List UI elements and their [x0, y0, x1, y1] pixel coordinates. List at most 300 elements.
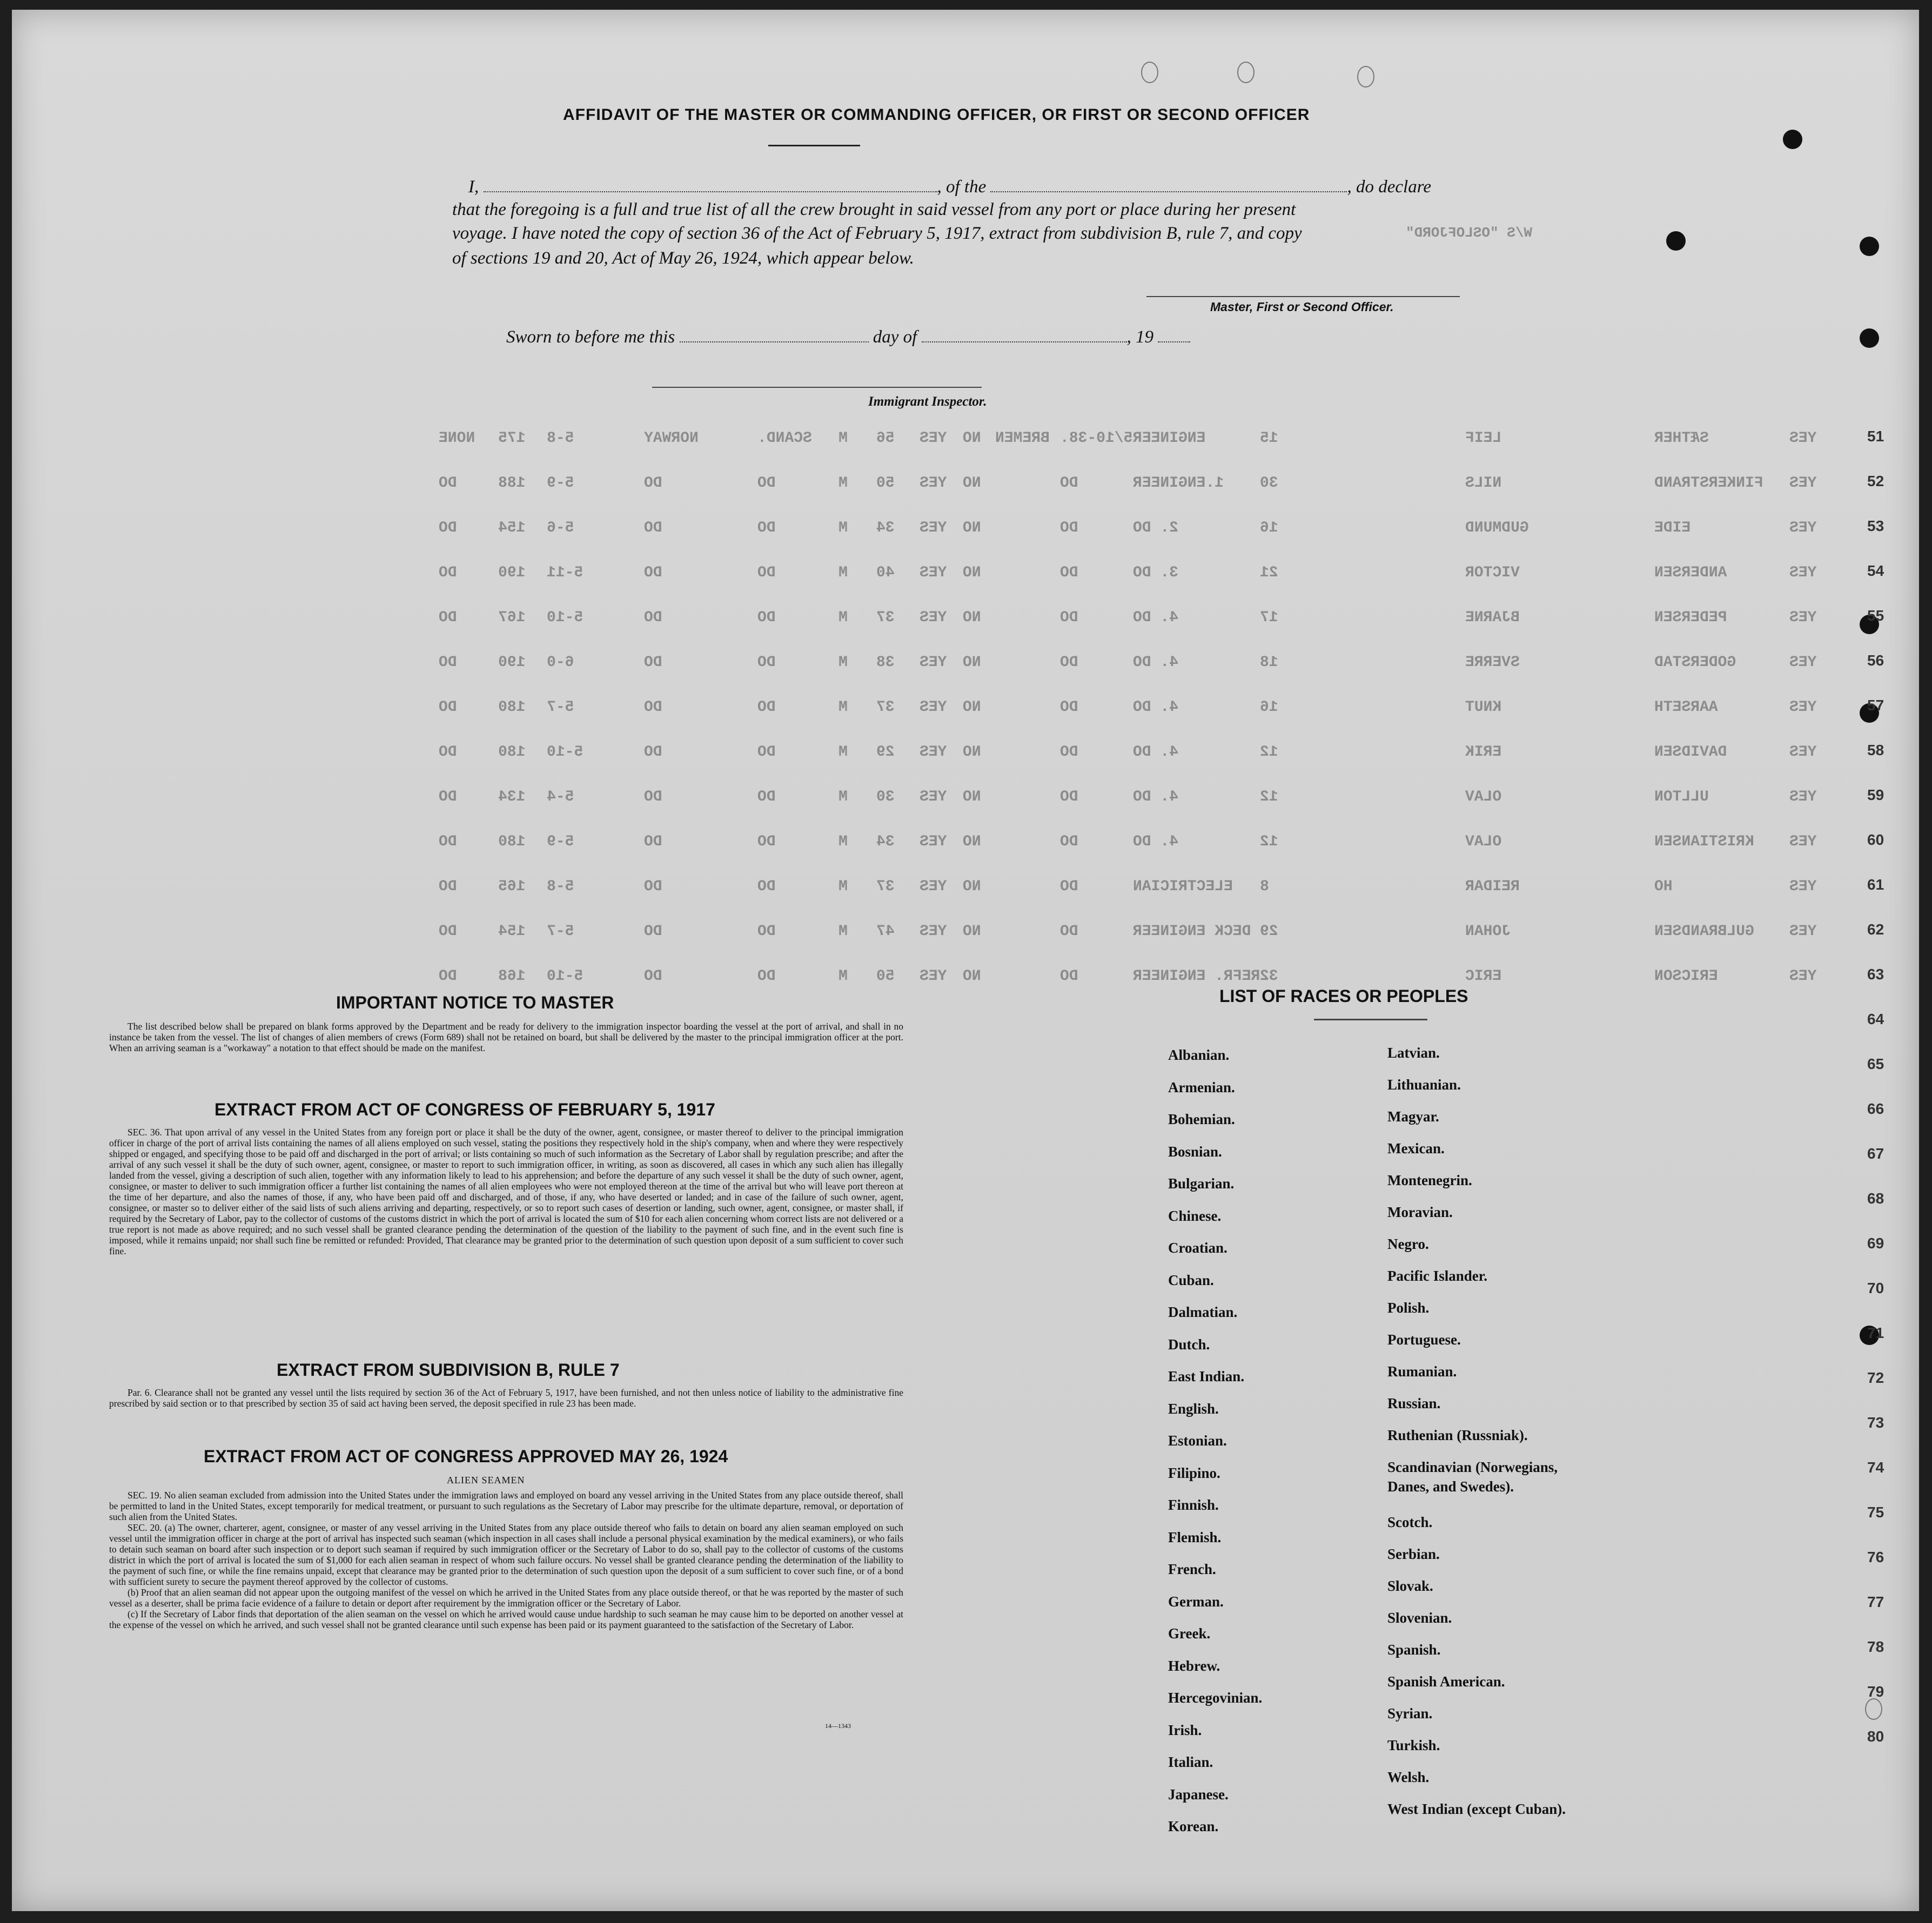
row-number: 75 — [1867, 1504, 1884, 1521]
ghost-cell: M — [838, 878, 848, 895]
ghost-cell: 188 — [498, 475, 526, 492]
ghost-cell: 4. DO — [1133, 789, 1179, 805]
ghost-cell: KRISTIANSEN — [1654, 833, 1754, 850]
ghost-cell: YES — [1789, 699, 1817, 716]
ghost-cell: 165 — [498, 878, 526, 895]
ghost-cell: DO — [1060, 923, 1078, 940]
ghost-cell: M — [838, 923, 848, 940]
ghost-cell: YES — [1789, 475, 1817, 492]
race-item: Syrian. — [1387, 1705, 1433, 1722]
ghost-cell: 34 — [876, 833, 895, 850]
ghost-cell: 5-10 — [547, 744, 583, 761]
ghost-cell: 5-7 — [547, 923, 574, 940]
ghost-cell: 5-11 — [547, 564, 583, 581]
ghost-cell: ERIK — [1465, 744, 1502, 761]
ghost-cell: 5-9 — [547, 475, 574, 492]
race-item: Japanese. — [1168, 1786, 1229, 1803]
race-item: Albanian. — [1168, 1047, 1230, 1063]
ghost-cell: M — [838, 744, 848, 761]
race-item: Ruthenian (Russniak). — [1387, 1427, 1528, 1443]
ghost-cell: 5-8 — [547, 878, 574, 895]
inspector-label: Immigrant Inspector. — [868, 394, 987, 409]
race-item: Magyar. — [1387, 1108, 1439, 1125]
row-number: 62 — [1867, 921, 1884, 938]
inspector-signature-line[interactable] — [652, 387, 982, 388]
ghost-cell: REIDAR — [1465, 878, 1520, 895]
ghost-cell: 5-4 — [547, 789, 574, 805]
ghost-cell: DO — [757, 878, 776, 895]
race-item: Croatian. — [1168, 1240, 1227, 1256]
ghost-cell: DO — [644, 878, 662, 895]
ghost-cell: 5-6 — [547, 520, 574, 536]
ghost-cell: YES — [1789, 789, 1817, 805]
ghost-cell: DO — [1060, 878, 1078, 895]
row-number: 73 — [1867, 1414, 1884, 1431]
ghost-cell: YES — [1789, 520, 1817, 536]
ghost-cell: YES — [1789, 923, 1817, 940]
ghost-cell: DO — [757, 923, 776, 940]
ghost-cell: SÆTHER — [1654, 430, 1709, 447]
ghost-cell: DO — [644, 564, 662, 581]
ghost-cell: 34 — [876, 520, 895, 536]
ghost-cell: YES — [920, 923, 947, 940]
ghost-cell: 4. DO — [1133, 609, 1179, 626]
ghost-cell: YES — [1789, 744, 1817, 761]
ghost-cell: DO — [439, 968, 457, 985]
race-item: Scandinavian (Norwegians, — [1387, 1459, 1558, 1475]
ghost-cell: 134 — [498, 789, 526, 805]
race-item: Dalmatian. — [1168, 1304, 1238, 1320]
ghost-cell: 47 — [876, 923, 895, 940]
row-number: 59 — [1867, 786, 1884, 803]
race-item: Portuguese. — [1387, 1332, 1461, 1348]
ghost-cell: DO — [644, 744, 662, 761]
ghost-cell: DAVIDSEN — [1654, 744, 1727, 761]
ghost-cell: OLAV — [1465, 833, 1502, 850]
ghost-cell: YES — [1789, 833, 1817, 850]
ghost-cell: NO — [963, 475, 981, 492]
ghost-cell: PEDERSEN — [1654, 609, 1727, 626]
ghost-cell: 5-7 — [547, 699, 574, 716]
ghost-cell: FINKERSTRAND — [1654, 475, 1763, 492]
race-item: Italian. — [1168, 1754, 1213, 1770]
ghost-cell: DO — [439, 833, 457, 850]
ghost-cell: DO — [644, 609, 662, 626]
ghost-cell: 180 — [498, 744, 526, 761]
ghost-cell: DO — [439, 520, 457, 536]
sworn-day-blank[interactable] — [680, 341, 869, 342]
ghost-cell: YES — [920, 520, 947, 536]
race-item: Pacific Islander. — [1387, 1268, 1487, 1284]
ghost-cell: DO — [439, 923, 457, 940]
ghost-cell: 16 — [1260, 699, 1278, 716]
row-number: 51 — [1867, 428, 1884, 445]
row-number: 72 — [1867, 1369, 1884, 1386]
ghost-cell: YES — [920, 609, 947, 626]
master-label: Master, First or Second Officer. — [1210, 300, 1394, 314]
ghost-cell: DO — [1060, 968, 1078, 985]
race-item: Russian. — [1387, 1395, 1441, 1411]
race-item: Spanish. — [1387, 1642, 1441, 1658]
ghost-cell: DO — [644, 833, 662, 850]
ghost-cell: DO — [1060, 609, 1078, 626]
sec20a-text: SEC. 20. (a) The owner, charterer, agent, consignee, or master of any vessel arriving in the United States from any place outside thereof who fails to detain on board any alien seaman employed on such vessel until the immigration officer in charge at the port of arrival has inspected such seaman (which inspection in all cases shall include a personal physical examination by the medical examiners), or who fails to detain such seaman on board after such inspection or to deport such seaman if required by such immigration officer or the Secretary of Labor to do so, shall pay to the collector of customs of the customs district in which the port of arrival is located the sum of $1,000 for each alien seaman in respect of whom such failure occurs. No vessel shall be granted clearance pending the determination of the liability to the payment of such fine, or while the fine remains unpaid, except that clearance may be granted prior to the determination of such question upon the deposit of a sum sufficient to cover such fine, or of a bond with sufficient surety to secure the payment thereof approved by the collector of customs. — [109, 1522, 903, 1587]
ghost-cell: 190 — [498, 564, 526, 581]
ghost-cell: 154 — [498, 923, 526, 940]
race-item: Montenegrin. — [1387, 1172, 1472, 1188]
row-number: 67 — [1867, 1145, 1884, 1162]
race-item: Slovak. — [1387, 1578, 1433, 1594]
ghost-cell: YES — [1789, 564, 1817, 581]
sworn-month-blank[interactable] — [922, 341, 1127, 342]
ghost-cell: DO — [439, 564, 457, 581]
ghost-cell: DO — [757, 968, 776, 985]
rule7-text: Par. 6. Clearance shall not be granted any vessel until the lists required by section 36 of the Act of February 5, 1917, have been furnished, and not then unless notice of liability to the administrative fine prescribed by said section or to that prescribed by section 35 of said act having been served, the deposit specified in rule 23 has been made. — [109, 1387, 903, 1409]
sworn-line — [506, 327, 1190, 347]
ghost-cell: 12 — [1260, 789, 1278, 805]
extract-1917-body — [109, 1127, 903, 1256]
ghost-cell: 8 — [1260, 878, 1269, 895]
ghost-cell: YES — [1789, 654, 1817, 671]
ghost-cell: 16 — [1260, 520, 1278, 536]
row-number: 65 — [1867, 1055, 1884, 1072]
ghost-cell: GODERSTAD — [1654, 654, 1736, 671]
race-item: Korean. — [1168, 1818, 1219, 1834]
extract-1917-text: SEC. 36. That upon arrival of any vessel in the United States from any foreign port or place it shall be the duty of the owner, agent, consignee, or master thereof to deliver to the principal immigration officer in charge of the port of arrival lists containing the names of all aliens employed on such vessel, stating the positions they respectively hold in the ship's company, when and where they were respectively shipped or engaged, and specifying those to be paid off and discharged in the port of arrival; or lists containing so much of such information as the Secretary of Labor shall by regulation prescribe; and after the arrival of any such vessel it shall be the duty of such owner, agent, consignee, or master to report to such immigration officer, in writing, as soon as discovered, all cases in which any such alien has illegally landed from the vessel, giving a description of such alien, together with any information likely to lead to his apprehension; and before the departure of any such vessel it shall be the duty of such owner, agent, consignee, or master to deliver to such immigration officer a further list containing the names of all alien employees who were not employed thereon at the time of the arrival but who will leave port thereon at the time of her departure, and also the names of those, if any, who have been paid off and discharged, and of those, if any, who have deserted or landed; and in case of the failure of such owner, agent, consignee, or master so to deliver either of the said lists of such aliens arriving and departing, respectively, or so to report such cases of desertion or landing, such owner, agent, consignee, or master shall, if required by the Secretary of Labor, pay to the collector of customs of the customs district in which the port of arrival is located the sum of $10 for each alien concerning whom correct lists are not delivered or a true report is not made as above required; and no such vessel shall be granted clearance pending the determination of the question of the liability to the payment of such fine, and in the event such fine is imposed, while it remains unpaid; nor shall such fine be remitted or refunded: Provided, That clearance may be granted prior to the determination of such question upon deposit of a sum sufficient to cover such fine. — [109, 1127, 903, 1256]
ghost-cell: 175 — [498, 430, 526, 447]
day-of-label: day of — [873, 327, 917, 347]
ghost-cell: DO — [757, 699, 776, 716]
ghost-cell: HO — [1654, 878, 1673, 895]
ghost-cell: DO — [439, 654, 457, 671]
ghost-cell: 4. DO — [1133, 744, 1179, 761]
race-item: Flemish. — [1168, 1529, 1222, 1545]
ghost-cell: DO — [757, 833, 776, 850]
ghost-cell: 12 — [1260, 833, 1278, 850]
race-item: East Indian. — [1168, 1368, 1245, 1384]
ghost-cell: DO — [439, 699, 457, 716]
race-item: Scotch. — [1387, 1514, 1433, 1530]
ghost-cell: SVERRE — [1465, 654, 1520, 671]
ghost-cell: 2. DO — [1133, 520, 1179, 536]
ghost-cell: DO — [439, 878, 457, 895]
row-number: 61 — [1867, 876, 1884, 893]
ghost-cell: 50 — [876, 475, 895, 492]
ghost-cell: M — [838, 564, 848, 581]
row-number: 54 — [1867, 562, 1884, 579]
ghost-cell: 4. DO — [1133, 699, 1179, 716]
ghost-cell: YES — [920, 475, 947, 492]
ghost-cell: YES — [920, 833, 947, 850]
ghost-cell: 1.ENGINEER — [1133, 475, 1224, 492]
ghost-cell: 37 — [876, 699, 895, 716]
punch-hole — [1860, 328, 1879, 348]
ghost-cell: 190 — [498, 654, 526, 671]
ghost-cell: DO — [644, 699, 662, 716]
ghost-cell: DO — [1060, 475, 1078, 492]
ghost-cell: LEIF — [1465, 430, 1502, 447]
ghost-cell: 4. DO — [1133, 833, 1179, 850]
ghost-cell: YES — [920, 430, 947, 447]
ghost-cell: 21 — [1260, 564, 1278, 581]
ghost-cell: NO — [963, 564, 981, 581]
ghost-cell: M — [838, 609, 848, 626]
punch-hole-ring — [1237, 62, 1255, 83]
sec20c-text: (c) If the Secretary of Labor finds that deportation of the alien seaman on the vessel on which he arrived would cause undue hardship to such seaman he may cause him to be deported on another vessel at the expense of the vessel on which he arrived, and such vessel shall not be granted clearance until such expense has been paid or its payment guaranteed to the satisfaction of the Secretary of Labor. — [109, 1609, 903, 1630]
ghost-cell: DO — [1060, 699, 1078, 716]
ghost-cell: DO — [757, 609, 776, 626]
row-number: 53 — [1867, 517, 1884, 534]
affidavit-line-3: voyage. I have noted the copy of section 36 of the Act of February 5, 1917, extract from subdivision B, rule 7, and copy — [452, 224, 1302, 243]
ghost-cell: 5-9 — [547, 833, 574, 850]
row-number: 69 — [1867, 1235, 1884, 1252]
row-number: 55 — [1867, 607, 1884, 624]
ghost-cell: DECK ENGINEER — [1133, 923, 1251, 940]
ghost-cell: NO — [963, 520, 981, 536]
ghost-cell: NO — [963, 923, 981, 940]
ghost-cell: DO — [644, 654, 662, 671]
ghost-cell: M — [838, 654, 848, 671]
punch-hole-ring — [1357, 66, 1374, 88]
row-number: 74 — [1867, 1459, 1884, 1476]
ghost-cell: NO — [963, 878, 981, 895]
ghost-cell: DO — [757, 564, 776, 581]
ghost-cell: M — [838, 475, 848, 492]
ghost-cell: DO — [757, 789, 776, 805]
race-item: Bulgarian. — [1168, 1175, 1235, 1192]
ghost-cell: 32 — [1260, 968, 1278, 985]
ghost-cell: NO — [963, 430, 981, 447]
ghost-cell: DO — [1060, 564, 1078, 581]
vessel-blank[interactable] — [990, 191, 1347, 192]
ghost-cell: ENGINEER — [1133, 430, 1206, 447]
row-number: 64 — [1867, 1011, 1884, 1027]
ghost-cell: NORWAY — [644, 430, 699, 447]
ghost-cell: DO — [757, 475, 776, 492]
ghost-cell: YES — [920, 744, 947, 761]
affidavit-of-the: , of the — [937, 177, 987, 197]
race-item: Hebrew. — [1168, 1657, 1220, 1674]
ghost-cell: DO — [757, 744, 776, 761]
race-item: Slovenian. — [1387, 1610, 1452, 1626]
ghost-cell: DO — [644, 968, 662, 985]
ghost-cell: M — [838, 789, 848, 805]
row-number: 78 — [1867, 1638, 1884, 1655]
ghost-cell: DO — [644, 475, 662, 492]
ghost-cell: NO — [963, 968, 981, 985]
ghost-cell: 38 — [876, 654, 895, 671]
row-number: 66 — [1867, 1100, 1884, 1117]
ghost-cell: DO — [757, 654, 776, 671]
ghost-cell: GULBRANDSEN — [1654, 923, 1754, 940]
ghost-cell: YES — [920, 789, 947, 805]
form-number: 14—1343 — [825, 1722, 851, 1730]
ghost-cell: 56 — [876, 430, 895, 447]
race-item: Irish. — [1168, 1722, 1202, 1738]
row-number: 57 — [1867, 697, 1884, 714]
extract-1924-body — [109, 1490, 903, 1630]
ghost-cell: YES — [920, 968, 947, 985]
ghost-cell: NO — [963, 699, 981, 716]
race-item: Greek. — [1168, 1625, 1211, 1642]
ghost-cell: 12 — [1260, 744, 1278, 761]
ghost-cell: ULLTON — [1654, 789, 1709, 805]
race-item: Rumanian. — [1387, 1363, 1457, 1380]
row-number: 63 — [1867, 966, 1884, 983]
race-item: Lithuanian. — [1387, 1077, 1461, 1093]
row-number: 71 — [1867, 1324, 1884, 1341]
ghost-cell: 5-10 — [547, 609, 583, 626]
notice-text: The list described below shall be prepared on blank forms approved by the Department and be ready for delivery to the immigration inspector boarding the vessel at the port of arrival, and shall in no instance be taken from the vessel. The list of changes of alien members of crews (Form 689) shall not be retained on board, but shall be delivered by the master to the principal immigration officer at the port. When an arriving seaman is a "workaway" a notation to that effect should be made on the manifest. — [109, 1021, 903, 1053]
affidavit-line-1 — [468, 177, 1431, 197]
ghost-cell: 167 — [498, 609, 526, 626]
ghost-cell: DO — [1060, 833, 1078, 850]
row-number: 52 — [1867, 473, 1884, 489]
race-item: Turkish. — [1387, 1737, 1440, 1753]
ghost-cell: YES — [1789, 430, 1817, 447]
ghost-cell: NO — [963, 609, 981, 626]
row-number: 80 — [1867, 1728, 1884, 1745]
affidavit-line-4: of sections 19 and 20, Act of May 26, 1924, which appear below. — [452, 248, 914, 268]
race-item: French. — [1168, 1561, 1216, 1577]
ghost-cell: 37 — [876, 878, 895, 895]
races-underline — [1314, 1019, 1427, 1020]
ghost-cell: ANDERSEN — [1654, 564, 1727, 581]
ghost-cell: 18 — [1260, 654, 1278, 671]
race-item: Mexican. — [1387, 1140, 1445, 1157]
races-title: LIST OF RACES OR PEOPLES — [1219, 986, 1468, 1006]
ghost-cell: JOHAN — [1465, 923, 1511, 940]
ghost-cell: 37 — [876, 609, 895, 626]
ghost-cell: YES — [920, 564, 947, 581]
sec19-text: SEC. 19. No alien seaman excluded from admission into the United States under the immigration laws and employed on board any vessel arriving in the United States from any place outside thereof, shall be permitted to land in the United States, except temporarily for medical treatment, or pursuant to such regulations as the Secretary of Labor may prescribe for the ultimate departure, removal, or deportation of such alien from the United States. — [109, 1490, 903, 1522]
row-number: 60 — [1867, 831, 1884, 848]
master-signature-line[interactable] — [1146, 296, 1460, 297]
alien-seamen-subtitle: ALIEN SEAMEN — [447, 1475, 525, 1485]
punch-hole-ring — [1865, 1698, 1882, 1720]
ghost-cell: 180 — [498, 699, 526, 716]
ghost-vessel-header: W/S "OSLOFJORD" — [1406, 225, 1533, 241]
race-item: Estonian. — [1168, 1433, 1227, 1449]
race-item: Latvian. — [1387, 1045, 1440, 1061]
year-label: , 19 — [1126, 327, 1154, 347]
row-number: 70 — [1867, 1280, 1884, 1296]
ghost-cell: NO — [963, 744, 981, 761]
ghost-cell: SCAND. — [757, 430, 812, 447]
ghost-cell: GUDMUND — [1465, 520, 1529, 536]
ghost-cell: 4. DO — [1133, 654, 1179, 671]
ghost-cell: ERIC — [1465, 968, 1502, 985]
ghost-cell: YES — [1789, 968, 1817, 985]
ghost-cell: AARSETH — [1654, 699, 1718, 716]
ghost-cell: ELECTRICIAN — [1133, 878, 1233, 895]
ghost-cell: 29 — [876, 744, 895, 761]
ghost-cell: DO — [757, 520, 776, 536]
race-item: Dutch. — [1168, 1336, 1210, 1353]
ghost-cell: 5-10 — [547, 968, 583, 985]
ghost-cell: M — [838, 430, 848, 447]
ghost-cell: BREMEN — [995, 430, 1050, 447]
row-number: 68 — [1867, 1190, 1884, 1207]
race-item: Moravian. — [1387, 1204, 1453, 1220]
ghost-cell: YES — [920, 878, 947, 895]
ghost-cell: REFR. ENGINEER — [1133, 968, 1260, 985]
affidavit-declare: , do declare — [1347, 177, 1431, 197]
ghost-cell: 5-8 — [547, 430, 574, 447]
ghost-cell: BJARNE — [1465, 609, 1520, 626]
notice-body — [109, 1021, 903, 1053]
race-item: Spanish American. — [1387, 1673, 1505, 1690]
race-item: Bohemian. — [1168, 1111, 1235, 1127]
sworn-label: Sworn to before me this — [506, 327, 675, 347]
race-item: Serbian. — [1387, 1546, 1440, 1562]
row-number: 79 — [1867, 1683, 1884, 1700]
ghost-cell: 5/10-38. — [1060, 430, 1133, 447]
notice-title: IMPORTANT NOTICE TO MASTER — [336, 993, 614, 1012]
race-item: Hercegovinian. — [1168, 1690, 1263, 1706]
ghost-cell: YES — [920, 654, 947, 671]
row-number: 77 — [1867, 1593, 1884, 1610]
race-item: Finnish. — [1168, 1497, 1219, 1513]
sec20b-text: (b) Proof that an alien seaman did not appear upon the outgoing manifest of the vessel on which he arrived in the United States from any place outside thereof, or that he was reported by the master of such vessel as a deserter, shall be prima facie evidence of a failure to detain or deport after requirement by the immigration officer or the Secretary of Labor. — [109, 1587, 903, 1609]
ghost-cell: ERICSON — [1654, 968, 1718, 985]
ghost-cell: NO — [963, 654, 981, 671]
row-number: 58 — [1867, 742, 1884, 758]
race-item: Chinese. — [1168, 1207, 1222, 1224]
affidavit-i: I, — [468, 177, 479, 197]
title-underline — [768, 145, 860, 146]
ghost-cell: 40 — [876, 564, 895, 581]
punch-hole — [1860, 237, 1879, 256]
ghost-cell: DO — [439, 609, 457, 626]
ghost-cell: DO — [644, 789, 662, 805]
punch-hole-ring — [1141, 62, 1158, 83]
ghost-cell: EIDE — [1654, 520, 1691, 536]
ghost-cell: YES — [1789, 609, 1817, 626]
year-blank[interactable] — [1158, 341, 1190, 342]
ghost-cell: DO — [1060, 520, 1078, 536]
extract-1924-title: EXTRACT FROM ACT OF CONGRESS APPROVED MAY 26, 1924 — [204, 1447, 728, 1466]
ghost-cell: 50 — [876, 968, 895, 985]
ghost-cell: DO — [1060, 654, 1078, 671]
race-item: West Indian (except Cuban). — [1387, 1801, 1566, 1817]
ghost-cell: YES — [1789, 878, 1817, 895]
ghost-cell: 3. DO — [1133, 564, 1179, 581]
ghost-cell: 30 — [876, 789, 895, 805]
rule7-title: EXTRACT FROM SUBDIVISION B, RULE 7 — [277, 1360, 620, 1380]
row-number: 76 — [1867, 1549, 1884, 1565]
ghost-cell: DO — [1060, 789, 1078, 805]
ghost-cell: YES — [920, 699, 947, 716]
race-item: Cuban. — [1168, 1272, 1214, 1288]
race-item: Filipino. — [1168, 1464, 1220, 1481]
ghost-cell: M — [838, 833, 848, 850]
punch-hole — [1783, 130, 1802, 149]
ghost-cell: 6-0 — [547, 654, 574, 671]
ghost-cell: M — [838, 968, 848, 985]
document-sheet — [12, 10, 1919, 1911]
affidavit-title: AFFIDAVIT OF THE MASTER OR COMMANDING OFFICER, OR FIRST OR SECOND OFFICER — [563, 106, 1310, 124]
ghost-cell: DO — [439, 789, 457, 805]
race-item: Bosnian. — [1168, 1143, 1222, 1160]
ghost-cell: 180 — [498, 833, 526, 850]
ghost-cell: M — [838, 699, 848, 716]
name-blank[interactable] — [484, 191, 937, 192]
ghost-cell: NO — [963, 833, 981, 850]
ghost-cell: 17 — [1260, 609, 1278, 626]
race-item: Danes, and Swedes). — [1387, 1478, 1514, 1495]
ghost-cell: NILS — [1465, 475, 1502, 492]
